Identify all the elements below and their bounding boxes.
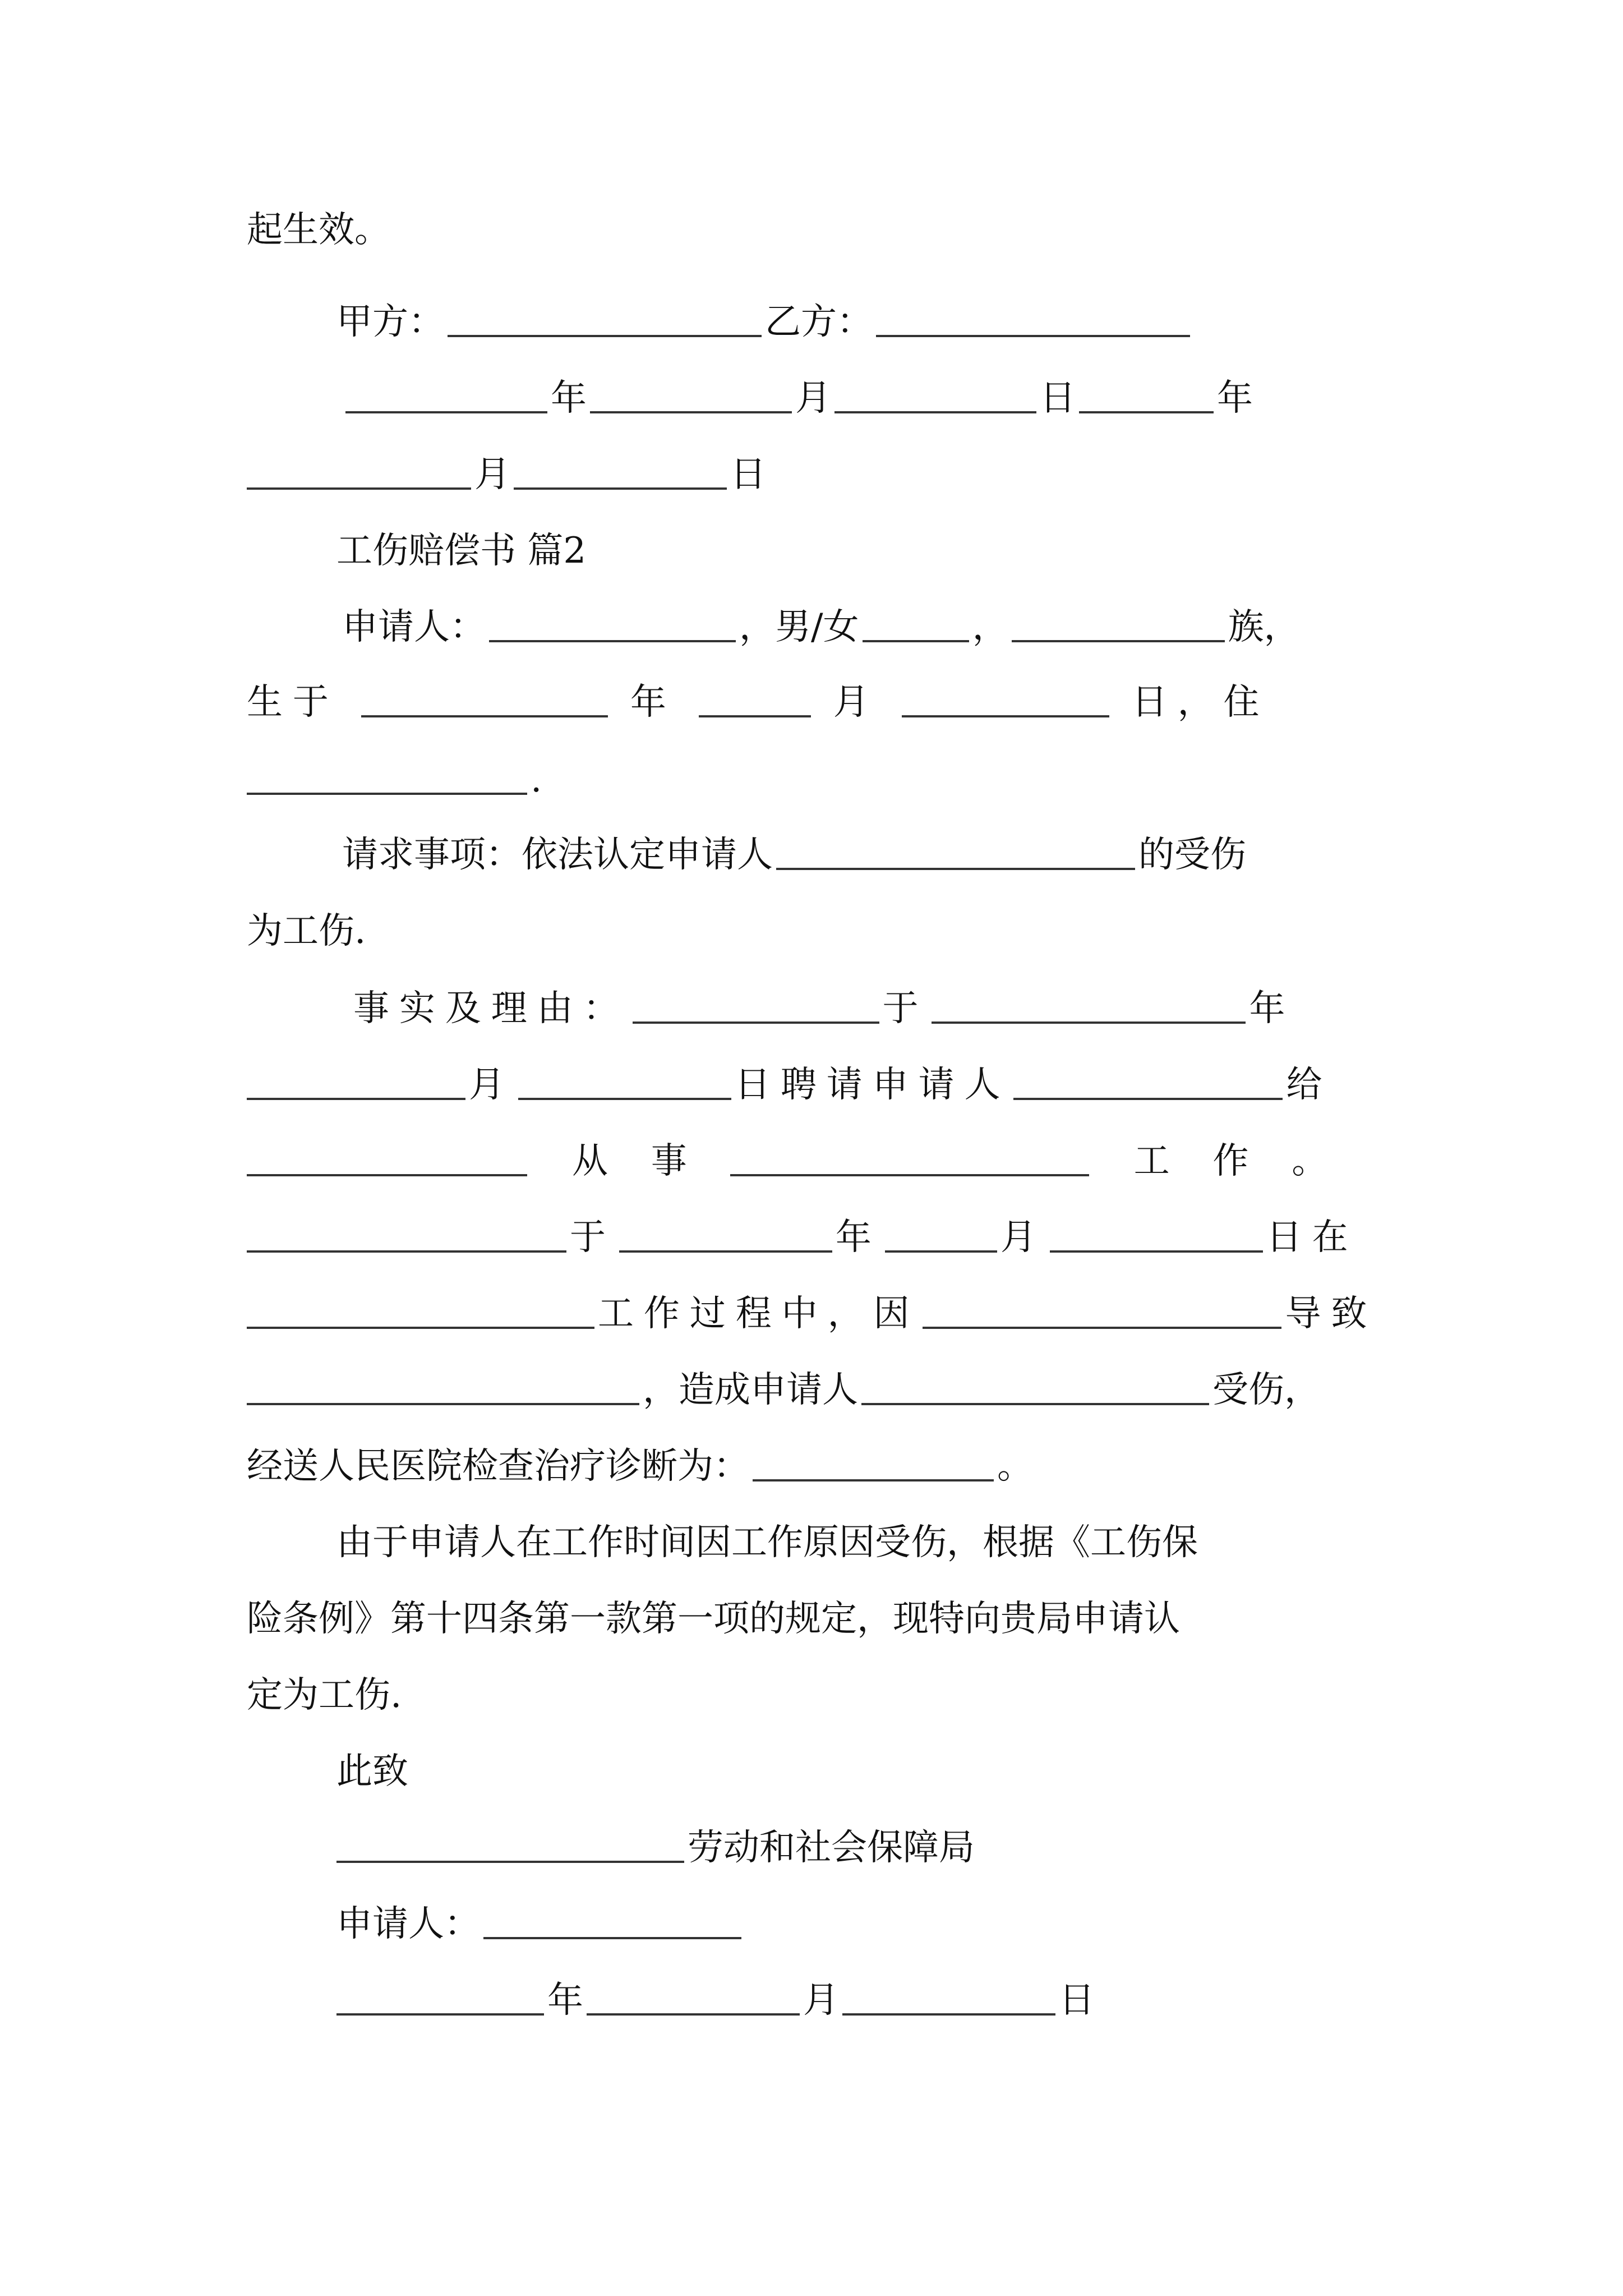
reason-text-3: 定为工伤.	[247, 1674, 402, 1716]
process-label: 工作过程中，因	[598, 1293, 920, 1335]
signer-line	[336, 1894, 745, 1954]
text-line	[336, 1512, 1198, 1573]
date-line-2	[247, 444, 766, 505]
request-suffix: 的受伤	[1138, 834, 1246, 876]
hire-month-label: 月	[469, 1064, 515, 1106]
incident-month-blank[interactable]	[885, 1250, 997, 1253]
employer-blank-2[interactable]	[1013, 1098, 1283, 1100]
birth-year-label: 年	[630, 682, 676, 723]
incident-year-blank[interactable]	[619, 1250, 832, 1253]
job-blank[interactable]	[730, 1174, 1089, 1176]
text-line	[247, 1665, 402, 1726]
diagnosis-end: 。	[997, 1446, 1033, 1487]
ethnicity-blank[interactable]	[1012, 640, 1225, 642]
text-line	[247, 901, 366, 961]
section-heading	[336, 521, 586, 581]
cause-blank[interactable]	[923, 1327, 1281, 1329]
birth-year-blank[interactable]	[361, 715, 608, 717]
recipient-label: 劳动和社会保障局	[688, 1827, 975, 1869]
address-line	[247, 749, 542, 810]
incident-day-blank[interactable]	[1050, 1250, 1263, 1253]
text-line	[247, 200, 390, 260]
day-label: 日	[1040, 378, 1076, 419]
sign-month-label: 月	[803, 1980, 839, 2021]
year-blank-2[interactable]	[1079, 411, 1214, 413]
incident-day-label: 日在	[1266, 1217, 1358, 1258]
incident-year-label: 年	[835, 1217, 882, 1258]
injured-person-blank[interactable]	[776, 868, 1135, 870]
caused-label: ，造成申请人	[643, 1369, 858, 1411]
facts-label: 事实及理由：	[353, 988, 629, 1029]
reason-text-2: 险条例》第十四条第一款第一项的规定，现特向贵局申请认	[247, 1598, 1180, 1640]
month-blank-2[interactable]	[247, 487, 471, 490]
period: .	[531, 759, 542, 800]
salutation-text: 此致	[336, 1751, 408, 1792]
sign-year-blank[interactable]	[336, 2013, 544, 2016]
comma: ，	[972, 606, 1008, 648]
month-label-2: 月	[474, 454, 510, 495]
party-a-blank[interactable]	[448, 335, 762, 337]
work-label: 工作。	[1133, 1140, 1371, 1182]
address-blank[interactable]	[247, 793, 527, 795]
month-label: 月	[795, 378, 831, 419]
work-blank[interactable]	[247, 1174, 527, 1176]
employer-blank[interactable]	[633, 1022, 879, 1024]
diagnosis-line	[247, 1436, 1033, 1497]
hire-day-blank[interactable]	[518, 1098, 731, 1100]
salutation	[336, 1741, 408, 1802]
sign-day-label: 日	[1059, 1980, 1095, 2021]
birth-day-blank[interactable]	[902, 715, 1109, 717]
diagnosis-label: 经送人民医院检查治疗诊断为：	[247, 1446, 749, 1487]
gender-blank[interactable]	[863, 640, 969, 642]
location-blank[interactable]	[247, 1327, 594, 1329]
birth-month-blank[interactable]	[699, 715, 811, 717]
hire-month-blank[interactable]	[247, 1098, 465, 1100]
signer-label: 申请人：	[336, 1903, 480, 1945]
sign-year-label: 年	[547, 1980, 583, 2021]
day-blank-2[interactable]	[514, 487, 727, 490]
signer-blank[interactable]	[483, 1937, 741, 1939]
led-to-label: 导致	[1285, 1293, 1377, 1335]
incident-blank[interactable]	[247, 1250, 566, 1253]
request-line	[342, 825, 1246, 885]
born-label: 生于	[247, 682, 339, 723]
incident-month-label: 月	[1000, 1217, 1046, 1258]
day-label-2: 日	[730, 454, 766, 495]
engaged-label: 从事	[572, 1140, 730, 1182]
sign-date-line	[336, 1970, 1095, 2031]
request-label: 请求事项：依法认定申请人	[342, 834, 773, 876]
recipient-line	[336, 1818, 975, 1878]
at-label: 于	[882, 988, 929, 1029]
applicant-label: 申请人：	[342, 606, 486, 648]
reason-text-1: 由于申请人在工作时间因工作原因受伤，根据《工伤保	[336, 1522, 1198, 1563]
result-blank[interactable]	[247, 1403, 639, 1405]
give-label: 给	[1286, 1064, 1332, 1106]
party-b-blank[interactable]	[876, 335, 1190, 337]
heading-text: 工伤赔偿书 篇2	[336, 530, 587, 572]
result-line	[247, 1360, 1320, 1420]
text-line	[247, 1589, 1180, 1649]
party-a-label: 甲方：	[336, 301, 444, 343]
injured-label: 受伤，	[1212, 1369, 1320, 1411]
cause-line	[247, 1283, 1377, 1344]
closing-text: 起生效。	[247, 209, 390, 251]
birth-line	[247, 672, 1269, 733]
request-end: 为工伤.	[247, 910, 366, 952]
hire-line	[247, 1055, 1332, 1115]
month-blank[interactable]	[590, 411, 792, 413]
year-blank[interactable]	[345, 411, 547, 413]
diagnosis-blank[interactable]	[753, 1479, 994, 1481]
sign-day-blank[interactable]	[842, 2013, 1055, 2016]
day-blank[interactable]	[834, 411, 1036, 413]
hire-year-label: 年	[1249, 988, 1295, 1029]
hire-year-blank[interactable]	[932, 1022, 1246, 1024]
facts-line	[353, 978, 1295, 1039]
incident-date-line	[247, 1207, 1358, 1268]
work-line	[247, 1131, 1371, 1191]
year-label: 年	[551, 378, 587, 419]
birth-month-label: 月	[833, 682, 879, 723]
ethnicity-label: 族，	[1228, 606, 1300, 648]
on-label: 于	[570, 1217, 616, 1258]
signature-line	[336, 292, 1193, 352]
applicant-line	[342, 597, 1300, 657]
date-line	[342, 368, 1253, 429]
injured-blank[interactable]	[861, 1403, 1209, 1405]
year-label-2: 年	[1217, 378, 1253, 419]
party-b-label: 乙方：	[765, 301, 873, 343]
applicant-name-blank[interactable]	[489, 640, 736, 642]
hire-day-label: 日聘请申请人	[734, 1064, 1011, 1106]
gender-label: ，男/女	[739, 606, 859, 648]
birth-day-label: 日，住	[1131, 682, 1270, 723]
recipient-blank[interactable]	[336, 1861, 684, 1863]
sign-month-blank[interactable]	[587, 2013, 800, 2016]
